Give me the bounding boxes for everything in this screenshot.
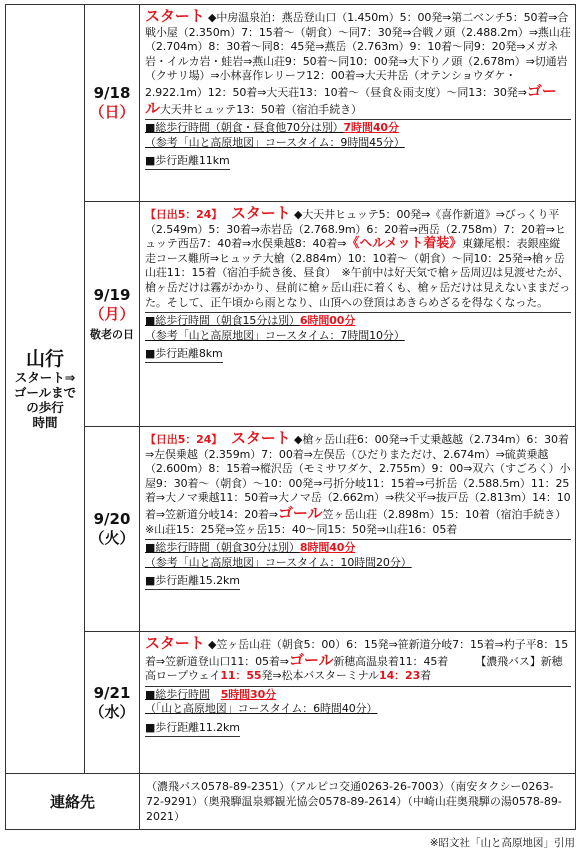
walking-distance: ■歩行距離11.2km <box>145 721 240 737</box>
date-weekday: （日） <box>89 103 135 121</box>
sunrise-time: 【日出5：24】 <box>145 208 217 221</box>
route-cell <box>140 427 576 632</box>
route-cell <box>140 202 576 427</box>
start-label: スタート <box>145 7 205 25</box>
date-cell <box>85 5 140 202</box>
walking-distance: ■歩行距離11km <box>145 154 230 170</box>
schedule-table <box>5 4 576 830</box>
bus-departure-time: 11：55 <box>220 669 262 683</box>
total-time: ■総歩行時間（朝食・昼食他70分は別）7時間40分 <box>145 119 571 136</box>
day-row-2 <box>6 202 576 427</box>
course-time-reference: （参考「山と高原地図」コースタイム：7時間10分） <box>145 328 405 342</box>
route-text: ◆大天井ヒュッテ5：00発⇒《喜作新道》⇒びっくり平（2.549m）5：30着⇒赤岩岳（2.768.9m）6：20着⇒西岳（2.758m）7：20着⇒ヒュッテ西岳7：40着⇒水俣乗越8：40着⇒ <box>145 208 566 251</box>
route-text-end: 笠ヶ岳山荘（2.898m）15：10着（宿泊手続き） <box>322 507 567 521</box>
goal-label: ゴール <box>145 81 557 117</box>
date-cell <box>85 427 140 632</box>
route-text: ◆槍ヶ岳山荘6：00発⇒千丈乗越越（2.734m）6：30着⇒左俣乗越（2.359m）7：00着⇒左俣岳（ひだりまただけ、2.674m）⇒硫黄乗越（2.600m）8：15着⇒樅沢岳（モミサワダケ、2.755m）9：00⇒双六（すごろく）小屋9：30着～（朝食）～10：00発⇒弓折分岐11：15着⇒弓折岳（2.588.5m）11：25着⇒大ノマ乗越11：50着⇒大ノマ岳（2.662m）⇒秩父平⇒抜戸岳（2.813m）14：10着⇒笠新道分岐14：20着⇒ <box>145 433 571 521</box>
contact-label-cell <box>6 774 140 830</box>
schedule-document <box>5 4 575 850</box>
category-cell <box>6 5 85 774</box>
route-text-end: 東鎌尾根：表銀座縦走コース難所⇒ヒュッテ大槍（2.884m）10：10着～（朝食）～同10：25発⇒槍ヶ岳山荘11：15着（宿泊手続き後、昼食） ※午前中は好天気で槍ヶ岳周辺は見渡せたが、槍ヶ岳だけは霧がかかり、昼前に槍ヶ岳山荘に着くも、槍ヶ岳だけは見えないままだった。そして、正午頃から雨となり、山頂への登頂はあきらめざるを得なくなった。 <box>145 237 571 309</box>
course-time-reference: （参考「山と高原地図」コースタイム：9時間45分） <box>145 135 405 149</box>
date-month-day: 9/20 <box>93 510 131 528</box>
goal-label: ゴール <box>278 503 323 522</box>
contact-row <box>6 774 576 830</box>
bus-arrival-time: 14：23 <box>379 669 421 683</box>
date-month-day: 9/19 <box>93 285 131 304</box>
date-weekday: （水） <box>89 702 135 721</box>
route-text: ◆笠ヶ岳山荘（朝食5：00）6：15発⇒笹新道分岐7：15着⇒杓子平8：15着⇒笠新道登山口11：05着⇒ <box>145 638 569 668</box>
course-time-reference: （「山と高原地図」コースタイム：6時間40分） <box>145 702 378 716</box>
total-time: ■総歩行時間 5時間30分 <box>145 686 571 703</box>
route-text-mid: 新穂高温泉着11：45着 【濃飛バス】新穂高ロープウェイ <box>145 654 563 683</box>
start-label: スタート <box>145 634 205 652</box>
total-time: ■総歩行時間（朝食30分は別）8時間40分 <box>145 539 571 556</box>
course-time-reference: （参考「山と高原地図」コースタイム：10時間20分） <box>145 555 412 569</box>
side-trip-note: ※山荘15：25発⇒笠ヶ岳15：40～同15：50発⇒山荘16：05着 <box>145 522 458 536</box>
category-subtitle: スタート⇒ ゴールまで の歩行 時間 <box>13 370 77 430</box>
contact-label: 連絡先 <box>49 793 95 811</box>
route-text-end: 大天井ヒュッテ13：50着（宿泊手続き） <box>159 102 362 116</box>
contact-text: （濃飛バス0578-89-2351）（アルピコ交通0263-26-7003）（南安タクシー0263-72-9291）（奥飛騨温泉郷観光協会0578-89-2614）（中崎山荘奥飛騨の湯0578-89-2021） <box>146 780 562 823</box>
holiday-label: 敬老の日 <box>90 327 134 341</box>
citation-footer: ※昭文社「山と高原地図」引用 <box>429 837 575 849</box>
walking-distance: ■歩行距離15.2km <box>145 574 240 590</box>
date-weekday: （月）敬老の日 <box>89 304 135 341</box>
start-label: スタート <box>230 429 291 447</box>
date-cell <box>85 632 140 774</box>
day-row-1 <box>6 5 576 202</box>
day-row-4 <box>6 632 576 774</box>
total-time: ■総歩行時間（朝食15分は別）6時間00分 <box>145 312 571 329</box>
route-cell: スタート ◆笠ヶ岳山荘（朝食5：00）6：15発⇒笹新道分岐7：15着⇒杓子平8：15着⇒笠新道登山口11：05着⇒ゴール新穂高温泉着11：45着 【濃飛バス】新穂高ロープウェイ11：55発⇒松本バスターミナル14：23着 ■総歩行時間 5時間30分 （「山と高原地図」コースタイム：6時間40分） ■歩行距離11.2km <box>140 632 576 774</box>
date-month-day: 9/21 <box>93 683 131 702</box>
route-text: ◆中房温泉泊：燕岳登山口（1.450m）5：00発⇒第二ベンチ5：50着⇒合戦小屋（2.350m）7：15着～（朝食）～同7：30発⇒合戦ノ頭（2.488.2m）⇒燕山荘（2.704m）8：30着～同8：45発⇒燕岳（2.763m）9：10着～同9：20発⇒メガネ岩・イルカ岩・蛙岩⇒燕山荘9：50着～同10：00発⇒大下りノ頭（2.678m）⇒切通岩（クサリ場）⇒小林喜作レリーフ12：00着⇒大天井岳（オテンショウダケ・2.922.1m）12：50着⇒大天荘13：10着～（昼食＆雨支度）～同13：30発⇒ <box>145 11 571 99</box>
goal-label: ゴール <box>288 650 334 669</box>
day-row-3 <box>6 427 576 632</box>
date-cell <box>85 202 140 427</box>
walking-distance: ■歩行距離8km <box>145 347 223 363</box>
contact-cell <box>140 774 576 830</box>
date-weekday: （火） <box>89 529 135 547</box>
route-text-bus: 発⇒松本バスターミナル <box>261 669 380 683</box>
start-label: スタート <box>230 204 291 222</box>
category-title: 山行 <box>25 348 64 370</box>
route-cell <box>140 5 576 202</box>
helmet-note: 《ヘルメット着装》 <box>346 236 463 252</box>
date-month-day: 9/18 <box>93 84 131 102</box>
sunrise-time: 【日出5：24】 <box>145 433 217 446</box>
